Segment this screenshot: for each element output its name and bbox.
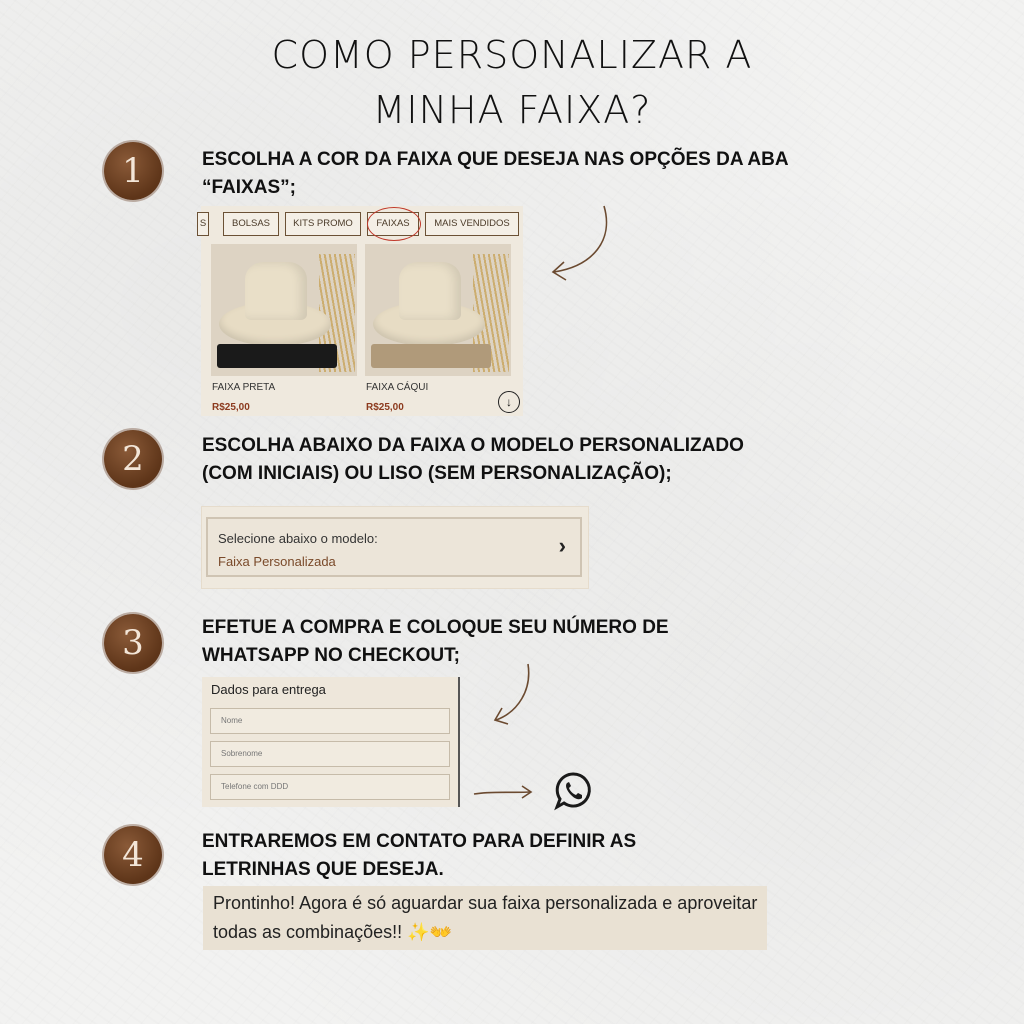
step-2-text (202, 432, 744, 488)
shop-screenshot (201, 206, 523, 416)
step-1-line-1: ESCOLHA A COR DA FAIXA QUE DESEJA NAS OPÇÕES DA ABA (202, 149, 789, 170)
band-khaki (371, 344, 491, 368)
phone-field[interactable] (210, 774, 450, 800)
product-price-caqui: R$25,00 (366, 402, 404, 413)
tab-bolsas[interactable]: BOLSAS (223, 212, 279, 236)
step-4-text (202, 828, 636, 884)
step-4-line-1: ENTRAREMOS EM CONTATO PARA DEFINIR AS (202, 831, 637, 852)
tab-faixas[interactable]: FAIXAS (367, 212, 419, 236)
hat-crown (399, 262, 461, 320)
right-arrow-icon (472, 782, 538, 802)
step-2-badge: 2 (104, 430, 162, 488)
product-card-preta[interactable] (211, 244, 357, 376)
model-select[interactable] (206, 517, 582, 577)
phone-placeholder: Telefone com DDD (221, 782, 289, 791)
arrow-down-circle-icon[interactable]: ↓ (498, 391, 520, 413)
surname-placeholder: Sobrenome (221, 749, 263, 758)
curved-arrow-icon (548, 200, 618, 290)
step-1-line-2: “FAIXAS”; (202, 177, 296, 198)
surname-field[interactable] (210, 741, 450, 767)
tab-kits-promo[interactable]: KITS PROMO (285, 212, 361, 236)
tab-partial[interactable]: S (197, 212, 209, 236)
band-black (217, 344, 337, 368)
product-name-preta[interactable]: FAIXA PRETA (212, 382, 276, 393)
step-1-text (202, 146, 789, 202)
step-1-badge: 1 (104, 142, 162, 200)
page-title (0, 28, 1024, 138)
step-3-text (202, 614, 669, 670)
product-price-preta: R$25,00 (212, 402, 250, 413)
closing-note-line-2: todas as combinações!! ✨👐 (213, 922, 452, 942)
hat-crown (245, 262, 307, 320)
delivery-form-heading: Dados para entrega (211, 682, 326, 697)
name-placeholder: Nome (221, 716, 243, 725)
model-select-screenshot (201, 506, 589, 589)
whatsapp-icon (553, 771, 593, 811)
product-card-caqui[interactable] (365, 244, 511, 376)
highlight-circle (367, 207, 421, 241)
step-4-badge: 4 (104, 826, 162, 884)
chevron-right-icon: › (558, 533, 566, 558)
closing-note-line-1: Prontinho! Agora é só aguardar sua faixa personalizada e aproveitar (213, 893, 758, 913)
step-3-badge: 3 (104, 614, 162, 672)
step-2-line-2: (COM INICIAIS) OU LISO (SEM PERSONALIZAÇÃO); (202, 463, 672, 484)
curved-arrow-icon (490, 660, 540, 730)
closing-note (203, 886, 767, 950)
name-field[interactable] (210, 708, 450, 734)
delivery-form-screenshot (202, 677, 460, 807)
step-3-line-1: EFETUE A COMPRA E COLOQUE SEU NÚMERO DE (202, 617, 669, 638)
step-2-line-1: ESCOLHA ABAIXO DA FAIXA O MODELO PERSONALIZADO (202, 435, 744, 456)
product-name-caqui[interactable]: FAIXA CÁQUI (366, 382, 429, 393)
title-line-2: MINHA FAIXA? (372, 88, 652, 132)
tab-mais-vendidos[interactable]: MAIS VENDIDOS (425, 212, 519, 236)
title-line-1: COMO PERSONALIZAR A (271, 33, 753, 77)
model-select-label: Selecione abaixo o modelo: (218, 531, 378, 546)
step-3-line-2: WHATSAPP NO CHECKOUT; (202, 645, 460, 666)
model-select-value: Faixa Personalizada (218, 554, 336, 569)
step-4-line-2: LETRINHAS QUE DESEJA. (202, 859, 444, 880)
